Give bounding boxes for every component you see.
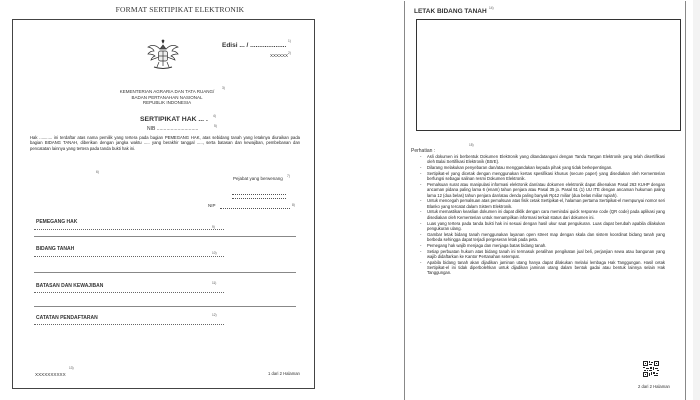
- footnote-marker: 13): [69, 366, 74, 370]
- certificate-title: SERTIPIKAT HAK ... .: [140, 116, 208, 123]
- section-rule: [34, 236, 296, 237]
- notice-label: Perhatian :: [411, 148, 436, 154]
- footnote-marker: 11): [212, 281, 217, 285]
- section-batasan: BATASAN DAN KEWAJIBAN: [36, 283, 104, 289]
- official-label: Pejabat yang berwenang: [233, 176, 283, 181]
- section-catatan: CATATAN PENDAFTARAN: [36, 315, 98, 321]
- ministry-header: [112, 89, 222, 106]
- nib-label: NIB ..............................: [147, 126, 199, 132]
- footnote-marker: 14): [489, 6, 494, 10]
- land-location-label: LETAK BIDANG TANAH: [414, 8, 487, 15]
- ministry-line: BADAN PERTANAHAN NASIONAL: [131, 94, 203, 100]
- notice-item: - Gambar letak bidang tanah menggunakan layanan open street map dengan skala dan sistem koordinat bidang tanah yang berbeda sehingga dapat terjadi pergeseran letak pada peta.: [419, 232, 665, 243]
- ministry-line: KEMENTERIAN AGRARIA DAN TATA RUANG/: [119, 89, 215, 94]
- notice-item: - Sertipikat-el yang dicetak dengan menggunakan kertas spesifikasi khusus (secure paper) yang disediakan oleh Kementerian berfungsi sebagai salinan resmi Dokumen Elektronik.: [419, 171, 665, 182]
- footnote-marker: 6): [96, 170, 99, 174]
- section-dotted-line: [34, 229, 224, 230]
- section-dotted-line: [34, 324, 224, 325]
- footnote-marker: 5): [214, 124, 217, 128]
- notice-item: - Untuk mencegah pemalsuan atas pemalsuan atas fisik cetak Sertipikat-el, halaman pertama Sertipikat-el mempunyai nomor seri Blanko yang tercatat dalam Sistem Elektronik.: [419, 198, 665, 209]
- format-title: FORMAT SERTIPIKAT ELEKTRONIK: [115, 5, 245, 14]
- notice-item: - Setiap perbuatan hukum atas bidang tanah ini termasuk peralihan pengikatan jual beli, perjanjian sewa atau bangunan yang wajib didaftarkan ke Kantor Pertanahan setempat.: [419, 249, 665, 260]
- notice-item: - Pemegang hak wajib menjaga dan menjaga batas bidang tanah.: [419, 243, 665, 248]
- notice-list: [419, 154, 665, 276]
- notice-item: - Apabila bidang tanah akan dijadikan jaminan utang hanya dapat dilakukan melalui lembaga Hak Tanggungan. Hasil cetak Sertipikat-el ini tidak diperbolehkan untuk dijadikan jaminan utang dalam bentuk gadai atau bentuk lainnya selain Hak Tanggungan.: [419, 260, 665, 276]
- garuda-emblem-icon: [146, 39, 180, 72]
- footnote-marker: 12): [212, 313, 217, 317]
- footnote-marker: 10): [212, 251, 217, 255]
- page-number: 2 dari 2 Halaman: [638, 384, 670, 389]
- edisi-code: XXXXXX: [270, 53, 289, 58]
- signature-line: [232, 198, 286, 199]
- signature-line: [232, 194, 286, 195]
- certificate-frame: [12, 19, 315, 389]
- notice-item: - Dilarang melakukan penyebaran dan/atau menggandakan kepada pihak yang tidak berkepentingan.: [419, 165, 665, 170]
- notice-item: - Asli dokumen ini berbentuk Dokumen Elektronik yang ditandatangani dengan Tanda Tangan Elektronik yang telah disertifikasi oleh Balai Sertifikasi Elektronik (BSrE).: [419, 154, 665, 165]
- qr-code-icon: [643, 361, 659, 377]
- edisi-label: Edisi ... / ....................: [222, 42, 287, 49]
- section-dotted-line: [34, 256, 224, 257]
- nip-line: [220, 208, 290, 209]
- footnote-marker: 2): [288, 51, 291, 55]
- footnote-marker: 9): [212, 225, 215, 229]
- rights-paragraph: Hak ........... ini terdaftar atas nama pemilik yang tertera pada bagian PEMEGANG HAK, atas sebidang tanah yang letaknya diuraikan pada bagian BIDANG TANAH, diberikan dengan jangka waktu ..... yang berakhir tanggal ....., serta batasan dan kewajiban, pembebanan dan pencatatan lainnya yang tertera pada tanda bukti hak ini.: [30, 135, 300, 151]
- document-code: XXXXXXXXXX: [35, 372, 66, 377]
- section-dotted-line: [34, 292, 224, 293]
- land-map-box: [416, 19, 681, 131]
- footnote-marker: 3): [222, 86, 225, 90]
- notice-item: - Luas yang tertera pada tanda bukti hak ini sesuai dengan hasil ukur saat pengukuran. Luas dapat berubah apabila dilakukan pengukuran ulang.: [419, 221, 665, 232]
- nip-label: NIP: [208, 203, 216, 208]
- page-number: 1 dari 2 Halaman: [268, 371, 300, 376]
- scrollbar[interactable]: [693, 0, 700, 400]
- section-rule: [34, 272, 296, 273]
- footnote-marker: 4): [213, 114, 216, 118]
- footnote-marker: 8): [292, 203, 295, 207]
- ministry-line: REPUBLIK INDONESIA: [142, 100, 192, 106]
- section-pemegang-hak: PEMEGANG HAK: [36, 219, 78, 225]
- notice-item: - Untuk memastikan keaslian dokumen ini dapat diklik dengan cara memindai quick response code (QR code) pada aplikasi yang disediakan oleh Kementerian untuk menampilkan informasi terkait status dari dokumen ini.: [419, 209, 665, 220]
- footnote-marker: 15): [469, 143, 474, 147]
- footnote-marker: 1): [288, 39, 291, 43]
- notice-item: - Pemalsuan surat atau manipulasi informasi elektronik dan/atau dokumen elektronik dapat dikenakan Pasal 263 KUHP dengan ancaman pidana paling lama 6 (enam) tahun penjara atau Pasal 35 jo. Pasal 51 (1) UU ITE dengan ancaman hukuman paling lama 12 (dua belas) tahun penjara dan/atau denda paling banyak Rp12 miliar (dua belas miliar rupiah).: [419, 182, 665, 198]
- section-bidang-tanah: BIDANG TANAH: [36, 246, 75, 252]
- section-rule: [34, 306, 296, 307]
- footnote-marker: 7): [287, 174, 290, 178]
